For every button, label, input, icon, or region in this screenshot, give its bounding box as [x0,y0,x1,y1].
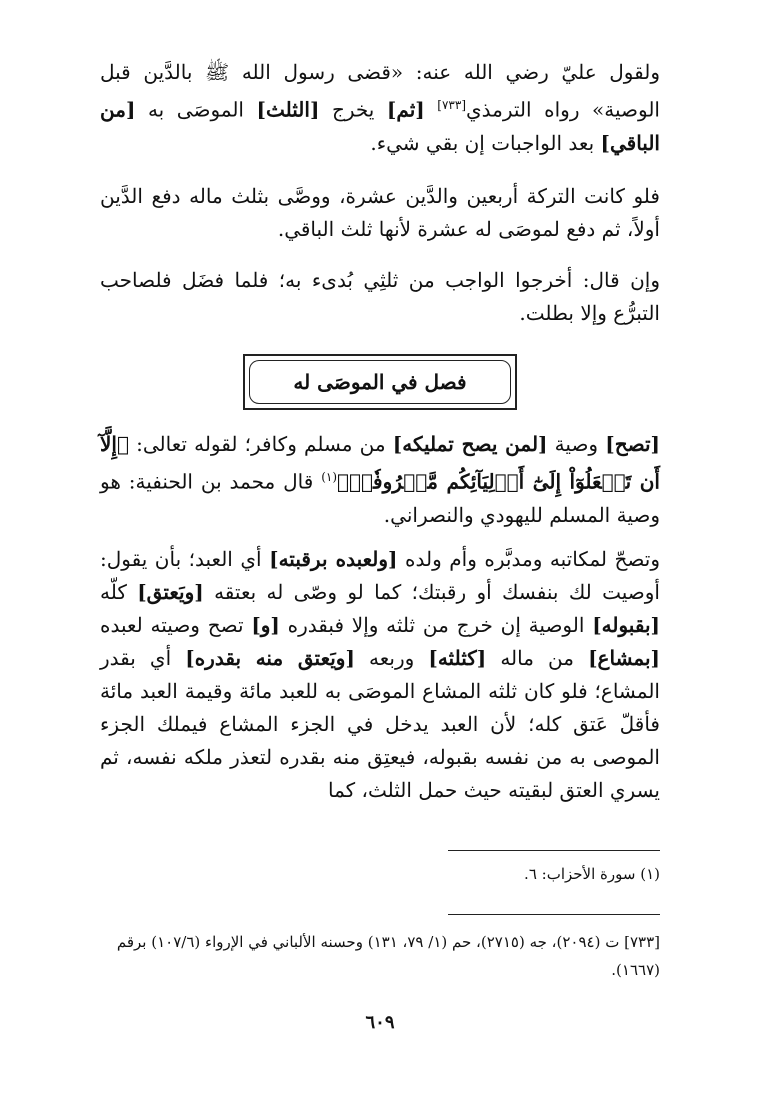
matn-text: [بمشاع] [588,646,661,670]
matn-text: [ويَعتق منه بقدره] [185,646,355,670]
footnote-quran-reference: (١) سورة الأحزاب: ٦. [524,865,660,883]
matn-text: [كثلثه] [428,646,487,670]
page-number: ٦٠٩ [365,1012,395,1033]
footnote-hadith-takhrij: [٧٣٣] ت (٢٠٩٤)، جه (٢٧١٥)، حم (١/ ٧٩، ١٣١) وحسنه الألباني في الإرواء (١٠٧/٦) برقم (١٦٦٧). [116,933,660,979]
matn-text: [بقبوله] [592,613,660,637]
matn-text: [من الباقي] [100,97,660,155]
matn-text: [لمن يصح تمليكه] [392,432,548,456]
paragraph-valid-bequest: [تصح] وصية [لمن يصح تمليكه] من مسلم وكافر؛ لقوله تعالى: ﴿إِلَّآ أَن تَفۡعَلُوٓاْ إِلَىٰٓ أَوۡلِيَآئِكُم مَّعۡرُوفٗاۚ﴾$^{(١)}$ قال محمد بن الحنفية: هو وصية المسلم لليهودي والنصراني. [100,432,660,527]
matn-text: [ويَعتق] [137,580,204,604]
matn-text: [الثلث] [256,97,320,122]
text-run: ولقول عليّ رضي الله عنه: «قضى رسول الله ﷺ بالدَّين قبل الوصية» رواه الترمذي [100,60,660,122]
quran-verse: ﴿إِلَّآ أَن تَفۡعَلُوٓاْ إِلَىٰٓ أَوۡلِيَآئِكُم مَّعۡرُوفٗاۚ﴾ [100,432,660,494]
matn-text: [تصح] [605,432,660,456]
matn-text: [ثم] [386,97,425,122]
hadith-reference-mark: [٧٣٣] [437,98,466,112]
matn-text: [و] [251,613,280,637]
matn-text: [ولعبده برقبته] [269,547,398,571]
footnote-marker: (١) [321,470,338,484]
paragraph-example-estate: فلو كانت التركة أربعين والدَّين عشرة، ووصَّى بثلث ماله دفع الدَّين أولاً، ثم دفع لموصَى له عشرة لأنها ثلث الباقي. [100,184,660,241]
footnote-separator [448,914,660,915]
paragraph-slave-bequest: وتصحّ لمكاتبه ومدبَّره وأم ولده [ولعبده برقبته] أي العبد؛ بأن يقول: أوصيت لك بنفسك أو رقبتك؛ كما لو وصّى له بعتقه [ويَعتق] كلّه [بقبوله] الوصية إن خرج من ثلثه وإلا فبقدره [و] تصح وصيته لعبده [بمشاع] من ماله [كثلثه] وربعه [ويَعتق منه بقدره] أي بقدر المشاع؛ فلو كان ثلثه المشاع الموصَى به للعبد مائة وقيمة العبد مائة فأقلّ عَتق كله؛ لأن العبد يدخل في الجزء المشاع فيملك الجزء الموصى به من نفسه بقبوله، فيعتِق منه بقدره لتعذر ملكه نفسه، ثم يسري العتق لبقيته حيث حمل الثلث، كما [100,547,661,802]
footnote-separator [448,850,660,851]
section-heading-frame [243,354,517,410]
section-heading: فصل في الموصَى له [249,360,511,404]
paragraph-debt-before-bequest: ولقول عليّ رضي الله عنه: «قضى رسول الله ﷺ بالدَّين قبل الوصية» رواه الترمذي[٧٣٣] [ثم] يخرج [الثلث] الموصَى به [من الباقي] بعد الواجبات إن بقي شيء. [100,60,660,155]
paragraph-third-obligation: وإن قال: أخرجوا الواجب من ثلثِي بُدىء به؛ فلما فضَل فلصاحب التبرُّع وإلا بطلت. [100,268,660,325]
